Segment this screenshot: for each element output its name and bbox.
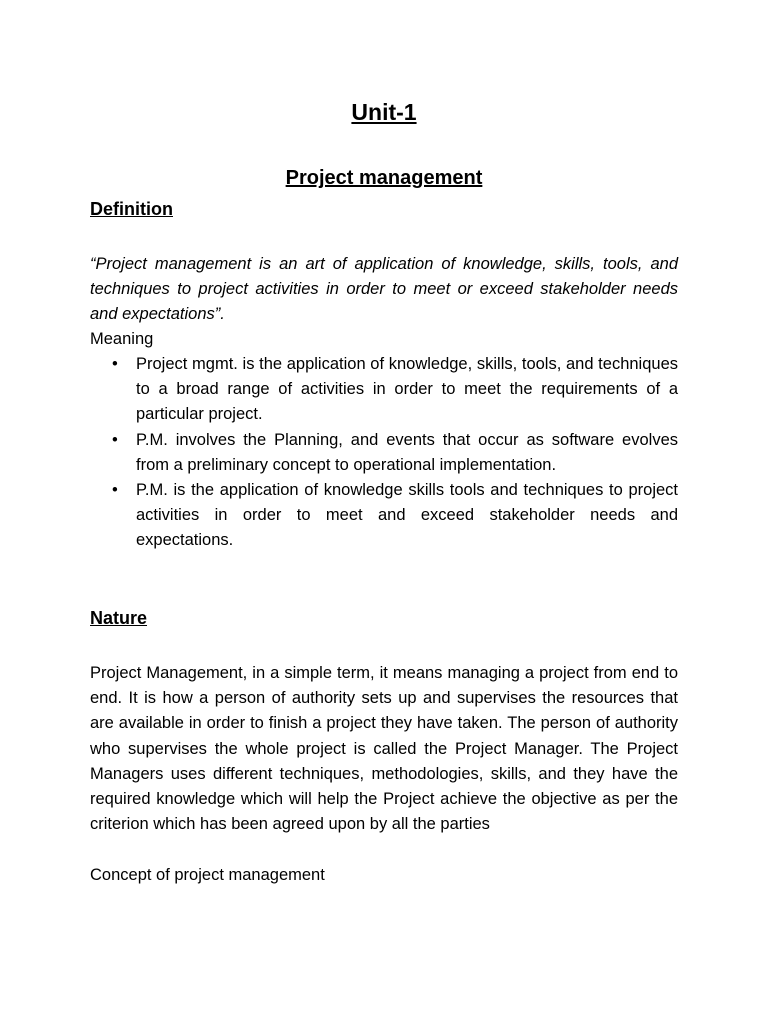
list-item-text: P.M. involves the Planning, and events that occur as software evolves from a preliminary concept to operational implementation. [136, 430, 678, 474]
meaning-label: Meaning [90, 330, 154, 348]
list-item-text: P.M. is the application of knowledge skills tools and techniques to project activities in order to meet and exceed stakeholder needs and expectations. [136, 481, 678, 550]
definition-quote: “Project management is an art of application of knowledge, skills, tools, and techniques to project activities in order to meet or exceed stakeholder needs and expectations”. [90, 255, 678, 324]
bullet-icon: • [112, 430, 118, 449]
unit-title: Unit-1 [351, 99, 417, 125]
concept-line: Concept of project management [90, 866, 325, 884]
list-item-text: Project mgmt. is the application of knowledge, skills, tools, and techniques to a broad range of activities in order to meet the requirements of a particular project. [136, 355, 678, 424]
list-item [90, 478, 678, 554]
nature-heading: Nature [90, 608, 148, 628]
meaning-list [90, 352, 678, 554]
definition-heading: Definition [90, 199, 173, 219]
bullet-icon: • [112, 481, 118, 500]
nature-paragraph: Project Management, in a simple term, it means managing a project from end to end. It is how a person of authority sets up and supervises the resources that are available in order to finish a project they have taken. The person of authority who supervises the whole project is called the Project Manager. The Project Managers uses different techniques, methodologies, skills, and they have the required knowledge which will help the Project achieve the objective as per the criterion which has been agreed upon by all the parties [90, 664, 678, 834]
list-item [90, 428, 678, 478]
list-item [90, 352, 678, 428]
page-title: Project management [285, 167, 483, 189]
bullet-icon: • [112, 355, 118, 373]
